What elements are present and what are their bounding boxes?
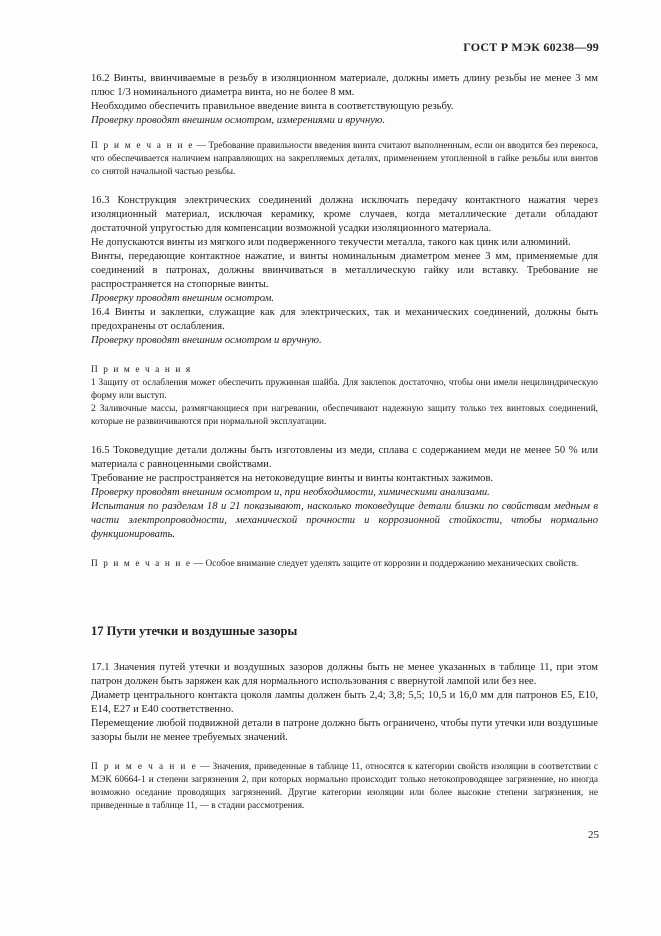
page-content [91, 72, 598, 812]
clause-16-3-text3: Винты, передающие контактное нажатие, и винты номинальным диаметром менее 3 мм, применяемые для соединений в патронах, должны ввинчиваться в металлическую гайку или вставку. Требование не распространяется на стопорные винты. [91, 251, 598, 291]
clause-16-3-check: Проверку проводят внешним осмотром. [91, 293, 275, 305]
notes-2-label: П р и м е ч а н и я [91, 365, 192, 376]
clause-16-4-check: Проверку проводят внешним осмотром и вручную. [91, 335, 322, 347]
section-17-title: 17 Пути утечки и воздушные зазоры [91, 624, 298, 639]
clause-16-3-text2: Не допускаются винты из мягкого или подверженного текучести металла, такого как цинк или алюминий. [91, 237, 571, 249]
note-1-text: — Требование правильности введения винта считают выполненным, если он вводится без перекоса, что обеспечивается наличием направляющих на закрепляемых деталях, применением утопленной в гайке резьбы или винтов со снятой начальной частью резьбы. [91, 141, 598, 177]
note-3 [91, 558, 598, 571]
notes-2-item-2: 2 Заливочные массы, размягчающиеся при нагревании, обеспечивают надежную защиту только тех винтовых соединений, которые не развинчиваются при нормальной эксплуатации. [91, 403, 598, 427]
clause-16-5-check: Проверку проводят внешним осмотром и, при необходимости, химическими анализами. [91, 487, 490, 499]
note-3-label: П р и м е ч а н и е [91, 559, 192, 570]
clause-16-2: 16.2 Винты, ввинчиваемые в резьбу в изоляционном материале, должны иметь длину резьбы не менее 3 мм плюс 1/3 номинального диаметра винта, но не более 8 мм. [91, 73, 598, 98]
note-3-text: — Особое внимание следует уделять защите от коррозии и поддержанию механических свойств. [191, 559, 579, 570]
note-4-text: — Значения, приведенные в таблице 11, относятся к категории свойств изоляции в соответствии с МЭК 60664-1 и степени загрязнения 2, при которых нормально происходит только нетокопроводящее загрязнение, но иногда возможно оседание проводящих загрязнений. Другие категории изоляции или более высокие степени загрязнения, не приведенные в таблице 11, — в стадии рассмотрения. [91, 762, 598, 811]
clause-16-2-check: Проверку проводят внешним осмотром, измерениями и вручную. [91, 115, 386, 126]
clause-17-1: 17.1 Значения путей утечки и воздушных зазоров должны быть не менее указанных в таблице 11, при этом патрон должен быть заряжен как для нормального использования с ввернутой лампой или без нее. [91, 662, 598, 688]
clause-16-5-check2: Испытания по разделам 18 и 21 показывают, насколько токоведущие детали близки по свойствам медным в части электропроводности, механической прочности и коррозионной стойкости, чтобы нормально функционировать. [91, 501, 598, 541]
note-4-label: П р и м е ч а н и е [91, 762, 198, 773]
notes-2-item-1: 1 Защиту от ослабления может обеспечить пружинная шайба. Для заклепок достаточно, чтобы они имели нецилиндрическую форму или выступ. [91, 378, 598, 401]
note-4 [91, 761, 598, 812]
note-1 [91, 140, 598, 178]
clause-17-1-text2: Диаметр центрального контакта цоколя лампы должен быть 2,4; 3,8; 5,5; 10,5 и 16,0 мм для патронов E5, E10, E14, E27 и E40 соответственно. [91, 690, 598, 716]
clause-16-5-text2: Требование не распространяется на нетоковедущие винты и винты контактных зажимов. [91, 473, 494, 485]
clause-16-3: 16.3 Конструкция электрических соединений должна исключать передачу контактного нажатия через изоляционный материал, исключая керамику, кроме случаев, когда металлические детали обладают достаточной упругостью для компенсации возможной усадки изоляционного материала. [91, 195, 598, 235]
note-1-label: П р и м е ч а н и е [91, 141, 194, 151]
clause-17-1-text3: Перемещение любой подвижной детали в патроне должно быть ограничено, чтобы пути утечки или воздушные зазоры были не менее требуемых значений. [91, 718, 598, 744]
clause-16-5: 16.5 Токоведущие детали должны быть изготовлены из меди, сплава с содержанием меди не менее 50 % или материала с равноценными свойствами. [91, 445, 598, 471]
document-header: ГОСТ Р МЭК 60238—99 [463, 40, 599, 54]
clause-16-2-text2: Необходимо обеспечить правильное введение винта в соответствующую резьбу. [91, 101, 454, 112]
page-number: 25 [588, 829, 599, 841]
clause-16-4: 16.4 Винты и заклепки, служащие как для электрических, так и механических соединений, должны быть предохранены от ослабления. [91, 307, 598, 333]
